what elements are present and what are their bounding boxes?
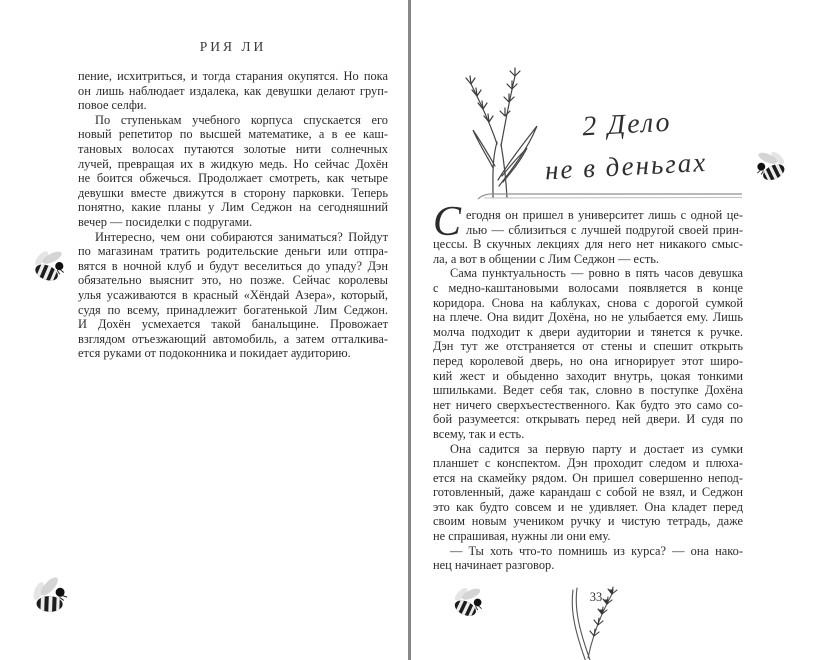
text-line: улья усаживаются в красный «Хёндай Азера», который, xyxy=(78,287,388,302)
text-line: готовленный, даже карандаш с собой не взял, и Седжон xyxy=(433,485,743,500)
text-line: лью — сблизиться с лучшей подругой своей прин- xyxy=(466,222,743,237)
bee-icon xyxy=(751,144,795,186)
paragraph xyxy=(78,113,388,230)
text-line: вятся в ночной клуб и будут веселиться до упаду? Дэн xyxy=(78,258,388,273)
text-line: перед королевой дверь, но она игнорирует этот широ- xyxy=(433,353,743,368)
text-line: шпильками. Ведет себя так, словно в поступке Дохёна xyxy=(433,383,743,398)
text-line: Дэн тут же отстраняется от стены и спешит открыть xyxy=(433,339,743,354)
text-line: взглядом отъезжающий автомобиль, а затем отталкива- xyxy=(78,331,388,346)
text-line: всему, так и есть. xyxy=(433,426,525,441)
text-line: ла, а вот в общении с Лим Седжон — есть. xyxy=(433,251,660,266)
text-line: своим новым учеником ручку и чистую тетрадь, даже xyxy=(433,514,743,529)
chapter-title-line1: 2 Дело xyxy=(581,106,673,143)
text-line: не спрашивая, нужны ли они ему. xyxy=(433,529,611,544)
left-page-text-block xyxy=(78,69,388,361)
text-line: планшет с конспектом. Дэн проходит следом и плюха- xyxy=(433,456,743,471)
paragraph xyxy=(78,230,388,361)
lavender-sprig-icon xyxy=(552,586,634,660)
page-number: 33 xyxy=(589,590,603,604)
text-line: девушки вместе движутся в сторону парковки. Теперь xyxy=(78,185,388,200)
page-gutter-divider xyxy=(408,0,411,660)
text-line: цессы. В скучных лекциях для него нет никакого смыс- xyxy=(433,237,743,252)
right-page-text-block xyxy=(433,199,743,573)
bee-icon xyxy=(19,569,76,623)
text-line: он лишь наблюдает издалека, как девушки делают груп- xyxy=(78,83,388,98)
text-line: кий жест и обыденно заходит внутрь, цокая тонкими xyxy=(433,368,743,383)
text-line: бой разумеется: открывать перед ней двери. И судя по xyxy=(433,412,743,427)
bee-icon xyxy=(445,581,488,620)
chapter-title xyxy=(506,98,750,192)
text-line: на плече. Она видит Дохёна, но не улыбается ему. Лишь xyxy=(433,310,743,325)
text-line: понятно, какие планы у Лим Седжон на сегодняшний xyxy=(78,200,388,215)
text-line: Сама пунктуальность — ровно в пять часов девушка xyxy=(450,266,743,281)
paragraph xyxy=(433,266,743,441)
text-line: ется руками от подоконника и покидает аудиторию. xyxy=(78,346,351,361)
text-line: ется на скамейку рядом. Он пришел совершенно непод- xyxy=(433,470,743,485)
text-line: вечер — посиделки с подругами. xyxy=(78,214,253,229)
text-line: По ступенькам учебного корпуса спускается его xyxy=(95,112,388,127)
chapter-title-line2: не в деньгах xyxy=(544,146,708,186)
text-line: судя по всему, принадлежит богатенькой Лим Седжон. xyxy=(78,302,388,317)
text-line: повое селфи. xyxy=(78,98,147,113)
text-line: Она садится за первую парту и достает из сумки xyxy=(450,441,743,456)
text-line: егодня он пришел в университет лишь с одной це- xyxy=(466,208,743,222)
paragraph xyxy=(433,442,743,544)
running-header-author: РИЯ ЛИ xyxy=(199,39,267,54)
drop-cap: С xyxy=(433,199,462,245)
text-line: лучей, превращая их в жидкую медь. Но сейчас Дохён xyxy=(78,156,388,171)
text-line: это как будто совсем и не удивляет. Она кладет перед xyxy=(433,499,743,514)
paragraph xyxy=(433,199,743,266)
text-line: по магазинам тратить родительские деньги или отпра- xyxy=(78,244,388,259)
text-line: нет ничего сверхъестественного. Как будто это само со- xyxy=(433,397,743,412)
text-line: нец начинает разговор. xyxy=(433,558,555,573)
text-line: обязательно выяснит это, но позже. Сейчас королевы xyxy=(78,273,388,288)
text-line: не боится обжечься. Продолжает смотреть, как четыре xyxy=(78,171,388,186)
text-line: с медно-каштановыми волосами появляется в конце xyxy=(433,280,743,295)
text-line: И Дохён усмехается такой банальщине. Провожает xyxy=(78,317,388,332)
text-line: тановых волосах путаются золотые нити солнечных xyxy=(78,141,388,156)
text-line: — Ты хоть что-то помнишь из курса? — она нако- xyxy=(450,543,743,558)
text-line: коридора. Снова на каблуках, снова с дорогой сумкой xyxy=(433,295,743,310)
text-line: пение, исхитриться, и тогда старания окупятся. Но пока xyxy=(78,69,388,83)
text-line: молча подходит к двери аудитории и тянется к ручке. xyxy=(433,324,743,339)
text-line: Интересно, чем они собираются заниматься? Пойдут xyxy=(95,229,388,244)
paragraph xyxy=(78,69,388,113)
text-line: новый репетитор по высшей математике, а в ее каш- xyxy=(78,127,388,142)
chapter-rule-line xyxy=(476,191,744,201)
bee-icon xyxy=(25,245,69,285)
paragraph xyxy=(433,544,743,573)
